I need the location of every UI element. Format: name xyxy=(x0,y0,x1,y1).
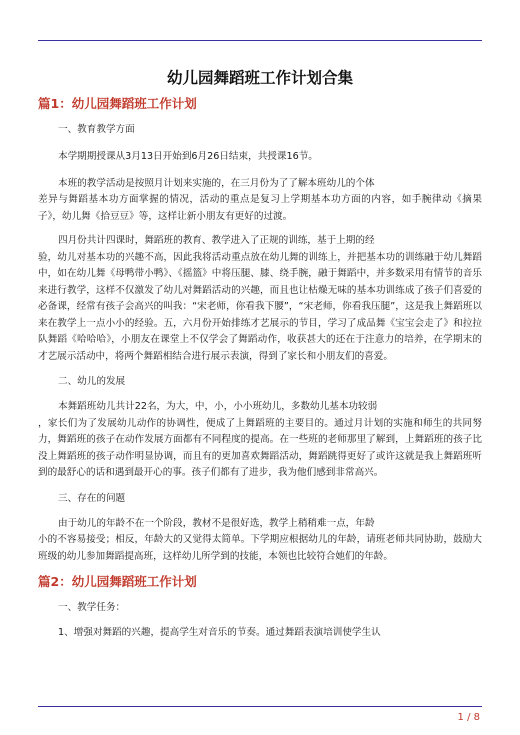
subsection-heading: 三、存在的问题 xyxy=(58,492,126,504)
paragraph: 差异与舞蹈基本功方面掌握的情况，活动的重点是复习上学期基本功方面的内容，如手腕律动《摘果子》，幼儿舞《拾豆豆》等，这样让新小朋友有更好的过渡。 xyxy=(38,194,482,222)
page-number: 1 / 8 xyxy=(457,712,480,723)
paragraph: 验，幼儿对基本功的兴趣不高，因此我将活动重点放在幼儿舞的训练上，并把基本功的训练融于幼儿舞蹈中，如在幼儿舞《母鸭带小鸭》、《摇篮》中将压腿、膝、绕手腕，融于舞蹈中，并多数采用有情节的音乐来进行教学，这样不仅激发了幼儿对舞蹈活动的兴趣，而且也让枯燥无味的基本功训练成了孩子们喜爱的必备课，经常有孩子会高兴的叫我：“宋老师，你看我下腰”，“宋老师，你看我压腿”，这是我上舞蹈班以来在教学上一点小小的经验。五，六月份开始排练才艺展示的节目，学习了成品舞《宝宝会走了》和拉拉队舞蹈《哈哈哈》，小朋友在课堂上不仅学会了舞蹈动作，收获甚大的还在于注意力的培养，在学期末的才艺展示活动中，将两个舞蹈相结合进行展示表演，得到了家长和小朋友们的喜爱。 xyxy=(38,251,482,362)
document-body xyxy=(38,95,482,642)
footer-rule xyxy=(38,706,482,707)
paragraph: 由于幼儿的年龄不在一个阶段，教材不是很好选，教学上稍稍难一点，年龄 xyxy=(58,517,375,529)
paragraph: 四月份共计四课时，舞蹈班的教育、教学进入了正规的训练，基于上期的经 xyxy=(58,235,375,246)
document-title: 幼儿园舞蹈班工作计划合集 xyxy=(166,69,353,87)
section-heading: 篇2：幼儿园舞蹈班工作计划 xyxy=(38,574,197,589)
paragraph: 本班的教学活动是按照月计划来实施的，在三月份为了了解本班幼儿的个体 xyxy=(58,177,375,189)
header-rule xyxy=(38,40,482,41)
paragraph: ，家长们为了发展幼儿动作的协调性，便成了上舞蹈班的主要目的。通过月计划的实施和师生的共同努力，舞蹈班的孩子在动作发展方面都有不同程度的提高。在一些班的老师那里了解到，上舞蹈班的孩子比没上舞蹈班的孩子动作明显协调，而且有的更加喜欢舞蹈活动，舞蹈跳得更好了或许这就是我上舞蹈班听到的最舒心的话和遇到最开心的事。孩子们都有了进步，我为他们感到非常高兴。 xyxy=(38,417,482,478)
paragraph: 小的不容易接受；相反，年龄大的又觉得太简单。下学期应根据幼儿的年龄，请班老师共同协助，鼓励大班级的幼儿参加舞蹈提高班，这样幼儿所学到的技能，本领也比较符合她们的年龄。 xyxy=(38,534,482,562)
paragraph: 本学期期授课从3月13日开始到6月26日结束，共授课16节。 xyxy=(58,151,318,162)
paragraph: 1、增强对舞蹈的兴趣，提高学生对音乐的节奏。通过舞蹈表演培训使学生认 xyxy=(58,627,381,638)
paragraph: 本舞蹈班幼儿共计22名，为大，中，小，小小班幼儿，多数幼儿基本功较弱 xyxy=(58,401,378,412)
subsection-heading: 一、教育教学方面 xyxy=(58,124,135,135)
subsection-heading: 一、教学任务： xyxy=(58,602,126,613)
section-heading: 篇1：幼儿园舞蹈班工作计划 xyxy=(38,96,197,111)
subsection-heading: 二、幼儿的发展 xyxy=(58,376,126,387)
